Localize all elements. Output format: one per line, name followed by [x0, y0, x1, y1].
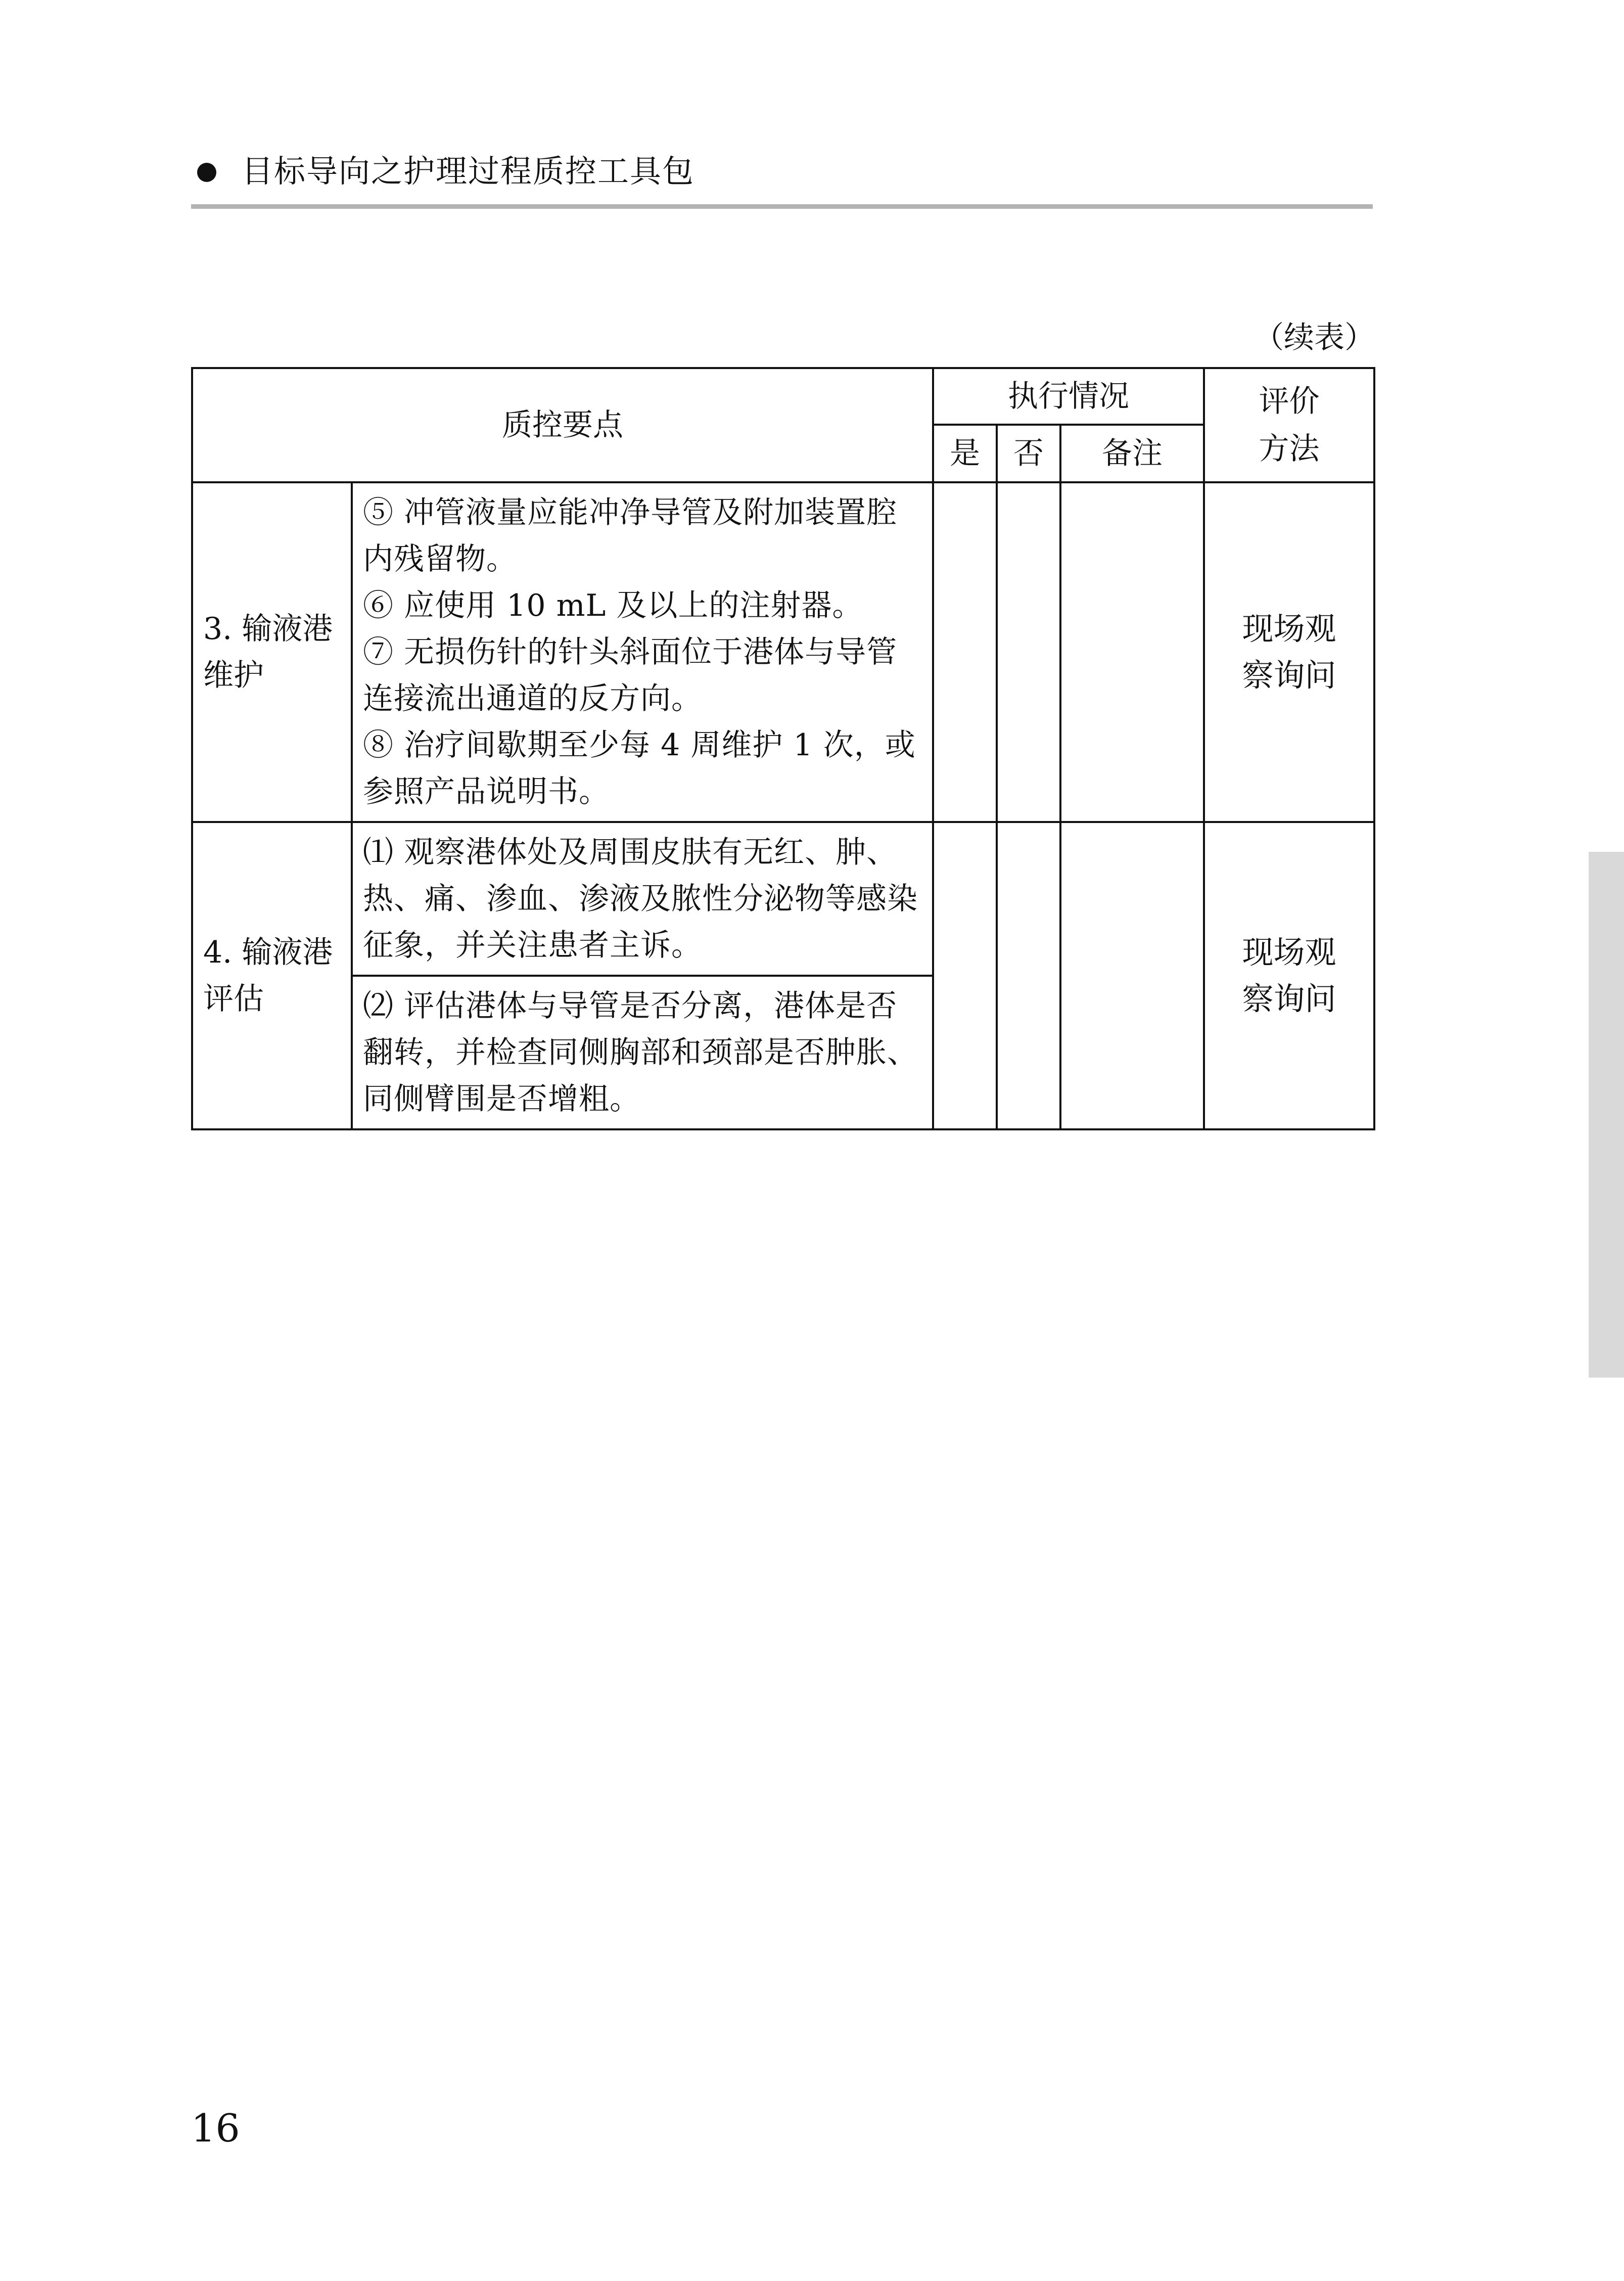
content-item: ⑴ 观察港体处及周围皮肤有无红、肿、热、痛、渗血、渗液及脓性分泌物等感染征象，并关注患者主诉。: [363, 835, 918, 963]
category-cell: 4. 输液港评估: [192, 822, 352, 1129]
no-cell: [997, 822, 1060, 1129]
header-no: 否: [997, 425, 1060, 482]
category-cell: 3. 输液港维护: [192, 482, 352, 822]
content-item: ⑥ 应使用 10 mL 及以上的注射器。: [363, 588, 863, 623]
yes-cell: [933, 482, 997, 822]
page-number: 16: [191, 2106, 240, 2151]
table-row: [192, 482, 1374, 822]
method-cell: 现场观察询问: [1204, 822, 1374, 1129]
remarks-cell: [1060, 482, 1204, 822]
content-item: ⑧ 治疗间歇期至少每 4 周维护 1 次，或参照产品说明书。: [363, 727, 916, 809]
header-points: 质控要点: [192, 368, 933, 482]
side-thumb-tab: [1589, 852, 1624, 1378]
no-cell: [997, 482, 1060, 822]
content-cell: [352, 822, 933, 976]
header-remarks: 备注: [1060, 425, 1204, 482]
quality-control-table: [191, 367, 1375, 1130]
book-title: 目标导向之护理过程质控工具包: [242, 153, 695, 190]
table-row: [192, 822, 1374, 976]
header-execution: 执行情况: [933, 368, 1204, 425]
content-item: ⑤ 冲管液量应能冲净导管及附加装置腔内残留物。: [363, 495, 898, 577]
remarks-cell: [1060, 822, 1204, 1129]
header-rule: [191, 204, 1373, 209]
bullet-icon: [197, 163, 216, 182]
running-header: [191, 143, 1373, 208]
content-cell: [352, 482, 933, 822]
yes-cell: [933, 822, 997, 1129]
method-cell: 现场观察询问: [1204, 482, 1374, 822]
continued-label: （续表）: [1254, 320, 1375, 355]
header-yes: 是: [933, 425, 997, 482]
header-method: 评价方法: [1204, 368, 1374, 482]
content-cell: [352, 976, 933, 1129]
content-item: ⑵ 评估港体与导管是否分离，港体是否翻转，并检查同侧胸部和颈部是否肿胀、同侧臂围是否增粗。: [363, 988, 918, 1117]
content-item: ⑦ 无损伤针的针头斜面位于港体与导管连接流出通道的反方向。: [363, 634, 898, 716]
